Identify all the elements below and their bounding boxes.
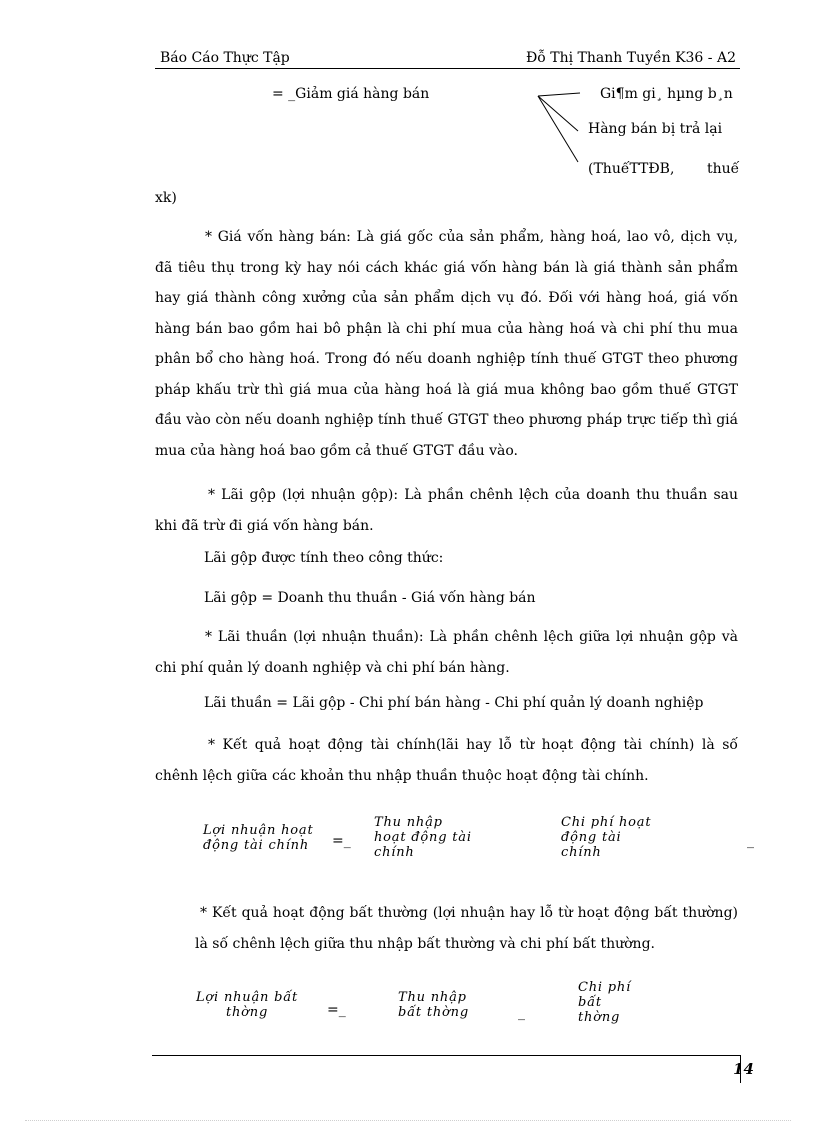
paragraph-extraordinary-result: * Kết quả hoạt động bất thường (lợi nhuận hay lỗ từ hoạt động bất thường) là số chênh lệch giữa thu nhập bất thường và chi phí bất thường. [195,905,738,952]
paragraph-net-profit: * Lãi thuần (lợi nhuận thuần): Là phần chênh lệch giữa lợi nhuận gộp và chi phí quản lý doanh nghiệp và chi phí bán hàng. [155,629,738,676]
formula1-lhs: Lợi nhuận hoạt động tài chính [203,823,314,853]
paragraph-financial-result: * Kết quả hoạt động tài chính(lãi hay lỗ từ hoạt động tài chính) là số chênh lệch giữa các khoản thu nhập thuần thuộc hoạt động tài chính. [155,737,738,784]
gross-profit-formula: Lãi gộp = Doanh thu thuần - Giá vốn hàng bán [204,590,536,606]
formula1-term1: Thu nhập hoạt động tài chính [374,815,472,860]
gross-profit-intro: Lãi gộp được tính theo công thức: [204,550,444,566]
discount-item-sales-discount: Gi¶m gi¸ hµng b¸n [600,86,733,102]
discount-item-returns: Hàng bán bị trả lại [588,121,723,137]
discount-item-tail: xk) [155,190,177,206]
header-left: Báo Cáo Thực Tập [160,50,290,66]
formula1-equals: =_ [332,833,351,849]
paragraph-cost-of-goods: * Giá vốn hàng bán: Là giá gốc của sản phẩm, hàng hoá, lao vô, dịch vụ, đã tiêu thụ trong kỳ hay nói cách khác giá vốn hàng bán là giá thành sản phẩm hay giá thành công xưởng của sản phẩm dịch vụ đó. Đối với hàng hoá, giá vốn hàng bán bao gồm hai bô phận là chi phí mua của hàng hoá và chi phí thu mua phân bổ cho hàng hoá. Trong đó nếu doanh nghiệp tính thuế GTGT theo phương pháp khấu trừ thì giá mua của hàng hoá là giá mua không bao gồm thuế GTGT đầu vào còn nếu doanh nghiệp tính thuế GTGT theo phương pháp trực tiếp thì giá mua của hàng hoá bao gồm cả thuế GTGT đầu vào. [155,229,738,459]
page-number: 14 [733,1060,754,1078]
formula2-lhs: Lợi nhuận bất thờng [196,990,299,1020]
discount-formula-lhs: = _Giảm giá hàng bán [272,86,430,102]
net-profit-formula: Lãi thuần = Lãi gộp - Chi phí bán hàng - Chi phí quản lý doanh nghiệp [204,695,704,711]
header-right: Đỗ Thị Thanh Tuyền K36 - A2 [525,50,736,66]
formula2-minus: _ [518,1005,525,1021]
bottom-dotted-rule [25,1120,791,1121]
footer-rule [152,1055,740,1056]
discount-item-taxes-a: (ThuếTTĐB, [588,161,675,177]
formula2-equals: =_ [327,1002,346,1018]
formula1-minus: _ [747,833,754,849]
formula1-term2: Chi phí hoạt động tài chính [561,815,652,860]
formula2-term2: Chi phí bất thờng [578,980,632,1025]
formula2-term1: Thu nhập bất thờng [398,990,469,1020]
paragraph-gross-profit: * Lãi gộp (lợi nhuận gộp): Là phần chênh lệch của doanh thu thuần sau khi đã trừ đi giá vốn hàng bán. [155,487,738,534]
discount-item-taxes-b: thuế [707,161,740,177]
